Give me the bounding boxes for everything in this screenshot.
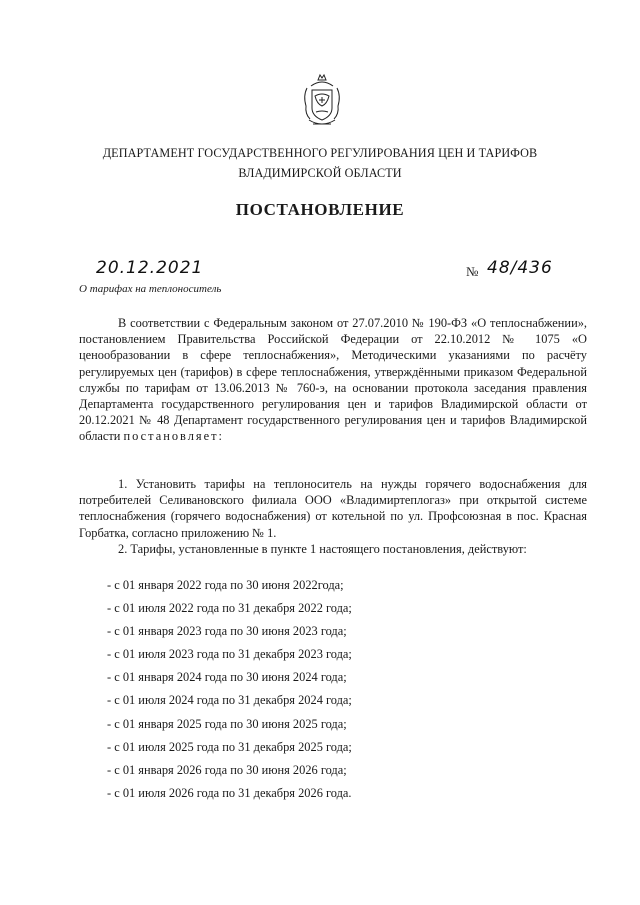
item-1-paragraph: 1. Установить тарифы на теплоноситель на нужды горячего водоснабжения для потребителей Селивановского филиала ООО «Владимиртеплогаз» при открытой системе теплоснабжения (горячего водоснабжения) от котельной по ул. Профсоюзная в пос. Красная Горбатка, согласно приложению № 1. [79,477,587,540]
decree-word: постановляет: [123,429,224,444]
preamble-text: В соответствии с Федеральным законом от 27.07.2010 № 190-ФЗ «О теплоснабжении», постановлением Правительства Российской Федерации от 22.10.2012 № 1075 «О ценообразовании в сфере теплоснабжения», Методическими указаниями по расчёту регулируемых цен (тарифов) в сфере теплоснабжения, утверждёнными приказом Федеральной службы по тарифам от 13.06.2013 № 760-э, на основании протокола заседания правления Департамента государственного регулирования цен и тарифов Владимирской области от 20.12.2021 № 48 Департамент государственного регулирования цен и тарифов Владимирской области [79,316,587,444]
preamble-paragraph [79,315,587,445]
period-item: - с 01 января 2025 года по 30 июня 2025 года; [107,716,347,731]
period-item: - с 01 июля 2026 года по 31 декабря 2026 года. [107,785,352,800]
number-label: № [466,264,479,279]
document-number: 48/436 [487,258,553,278]
document-title: ПОСТАНОВЛЕНИЕ [235,200,405,219]
department-name-line2: ВЛАДИМИРСКОЙ ОБЛАСТИ [238,166,402,180]
document-subject: О тарифах на теплоноситель [79,283,222,295]
period-item: - с 01 июля 2023 года по 31 декабря 2023 года; [107,647,352,662]
document-date: 20.12.2021 [96,258,204,278]
item-2-paragraph: 2. Тарифы, установленные в пункте 1 настоящего постановления, действуют: [118,542,527,556]
period-item: - с 01 июля 2025 года по 31 декабря 2025 года; [107,739,352,754]
period-item: - с 01 января 2024 года по 30 июня 2024 года; [107,670,347,685]
period-item: - с 01 января 2023 года по 30 июня 2023 года; [107,624,347,639]
period-item: - с 01 июля 2024 года по 31 декабря 2024 года; [107,693,352,708]
validity-periods-list [107,574,352,805]
period-item: - с 01 июля 2022 года по 31 декабря 2022 года; [107,601,352,616]
period-item: - с 01 января 2026 года по 30 июня 2026 года; [107,762,347,777]
department-name-line1: ДЕПАРТАМЕНТ ГОСУДАРСТВЕННОГО РЕГУЛИРОВАНИЯ ЦЕН И ТАРИФОВ [102,146,538,160]
period-item: - с 01 января 2022 года по 30 июня 2022года; [107,578,344,592]
coat-of-arms-icon [301,72,343,132]
